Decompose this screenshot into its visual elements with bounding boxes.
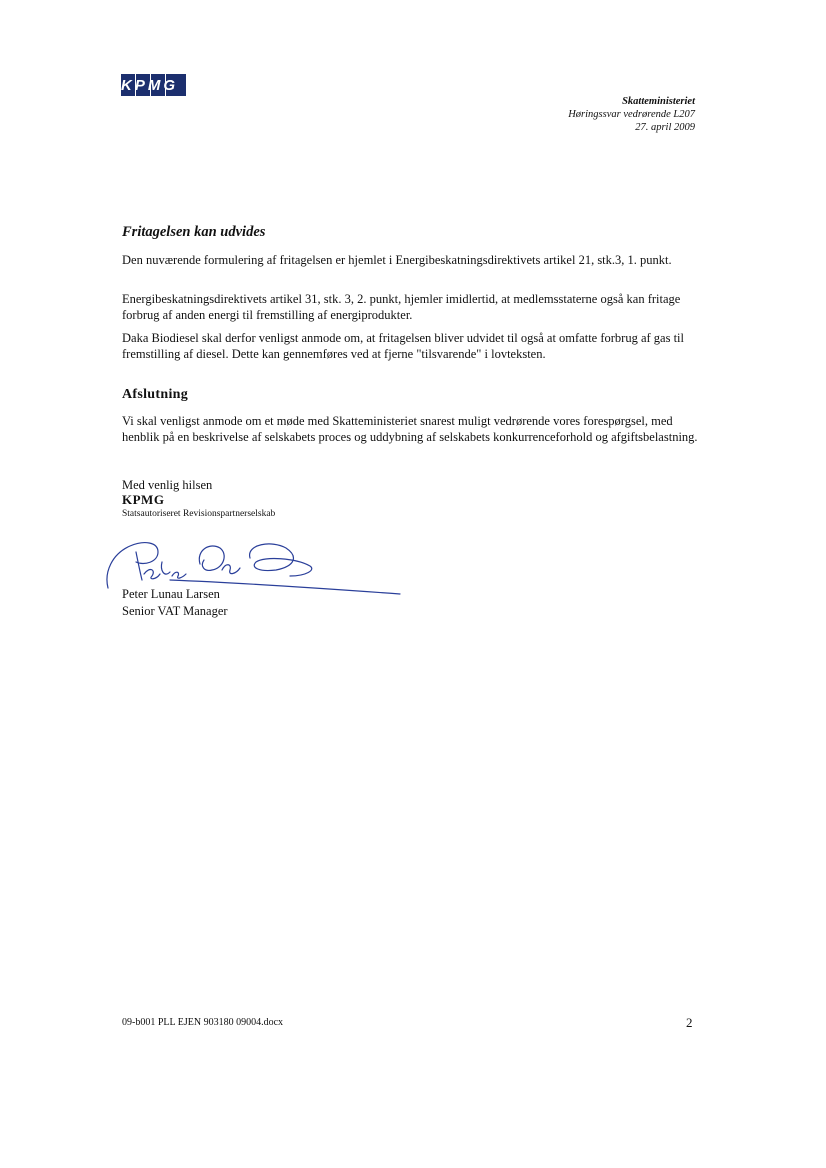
section-title: Fritagelsen kan udvides <box>122 224 266 240</box>
firm-name: KPMG <box>122 492 165 507</box>
logo-text: KPMG <box>121 77 178 94</box>
subject-line: Høringssvar vedrørende L207 <box>568 109 695 120</box>
closing-paragraph: Vi skal venligst anmode om et møde med Skatteministeriet snarest muligt vedrørende vores forespørgsel, med henblik på en beskrivelse af selskabets proces og uddybning af selskabets konkurrenceforhold og afgiftsbelastning. <box>122 414 698 444</box>
firm-subtitle: Statsautoriseret Revisionspartnerselskab <box>122 509 276 519</box>
paragraph-1: Den nuværende formulering af fritagelsen er hjemlet i Energibeskatningsdirektivets artikel 21, stk.3, 1. punkt. <box>122 253 672 267</box>
letter-date: 27. april 2009 <box>635 122 695 133</box>
closing-heading: Afslutning <box>122 387 189 402</box>
signer-title: Senior VAT Manager <box>122 604 228 618</box>
paragraph-3: Daka Biodiesel skal derfor venligst anmode om, at fritagelsen bliver udvidet til også at omfatte forbrug af gas til fremstilling af diesel. Dette kan gennemføres ved at fjerne "tilsvarende" i lovteksten. <box>122 331 684 361</box>
document-reference: 09-b001 PLL EJEN 903180 09004.docx <box>122 1017 284 1028</box>
greeting: Med venlig hilsen <box>122 478 213 492</box>
kpmg-logo <box>121 74 186 96</box>
addressee: Skatteministeriet <box>622 96 695 107</box>
paragraph-2: Energibeskatningsdirektivets artikel 31, stk. 3, 2. punkt, hjemler imidlertid, at medlemsstaterne også kan fritage forbrug af anden energi til fremstilling af energiprodukter. <box>122 292 681 322</box>
letter-header <box>568 95 695 134</box>
signer-name: Peter Lunau Larsen <box>122 587 220 601</box>
page-number: 2 <box>686 1015 693 1030</box>
